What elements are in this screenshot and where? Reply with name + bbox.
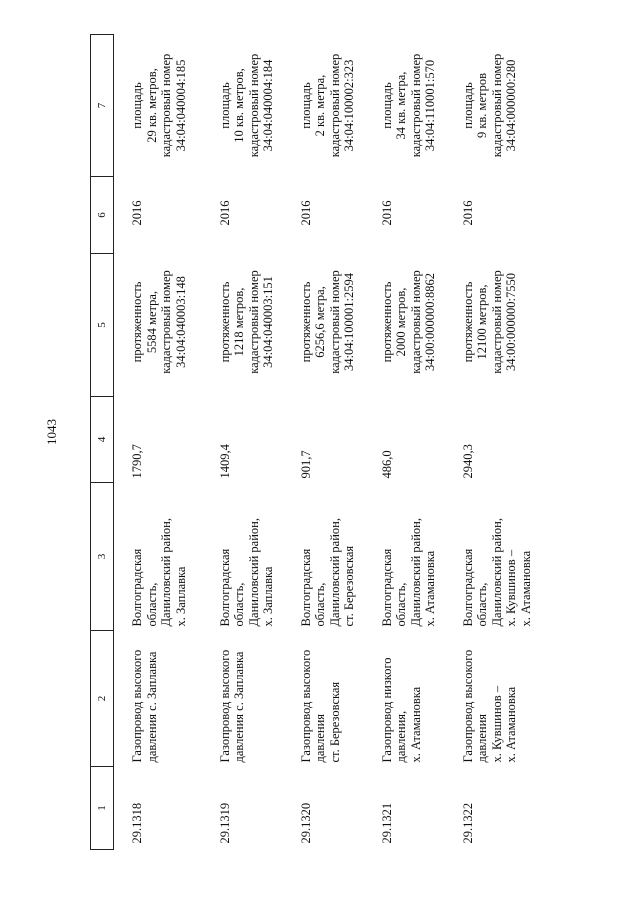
- cell-land-plot: [376, 35, 457, 177]
- cell-record-id: 29.1319: [217, 802, 232, 844]
- cell-location: [295, 483, 376, 631]
- header-col-6: 6: [91, 177, 114, 254]
- cell-value: 486,0: [379, 450, 394, 479]
- cell-line: область,: [313, 582, 327, 627]
- cell-line: протяженность: [298, 281, 313, 363]
- table-row: [376, 35, 457, 850]
- rotated-document-page: [90, 35, 550, 850]
- cell-line: 34:04:000000:280: [504, 59, 518, 152]
- cell-line: кадастровый номер: [246, 270, 261, 374]
- cell-line: Волгоградская: [460, 548, 475, 627]
- cell-line: область,: [394, 582, 408, 627]
- cell-line: 34:04:100001:2594: [342, 273, 356, 371]
- cell-line: давления с. Заплавка: [232, 651, 246, 763]
- cell-line: площадь: [298, 82, 313, 129]
- cell-line: 34:00:000000:8862: [423, 273, 437, 371]
- cell-location: [457, 483, 538, 631]
- header-col-2: 2: [91, 631, 114, 767]
- cell-line: х. Заплавка: [261, 566, 275, 627]
- cell-year: 2016: [460, 200, 475, 226]
- cell-line: Даниловский район,: [489, 518, 504, 627]
- cell-land-plot: [114, 35, 214, 177]
- table-row: [214, 35, 295, 850]
- cell-line: кадастровый номер: [159, 270, 173, 374]
- cell-year: 2016: [298, 200, 313, 226]
- page-number: 1043: [44, 419, 59, 445]
- cell-object-name: [376, 631, 457, 767]
- cell-line: 34:04:110001:570: [423, 59, 437, 152]
- cell-line: кадастровый номер: [327, 53, 342, 158]
- cell-line: 1218 метров,: [232, 287, 246, 357]
- cell-line: х. Атамановка: [518, 550, 533, 627]
- cell-line: 34:04:040004:184: [261, 59, 275, 152]
- cell-line: Газопровод высокого: [460, 649, 475, 763]
- cell-object-name: [214, 631, 295, 767]
- cell-object-name: [457, 631, 538, 767]
- cell-specifications: [295, 254, 376, 397]
- header-col-1: 1: [91, 767, 114, 850]
- cell-line: давления: [313, 713, 327, 763]
- cell-value: 1409,4: [217, 444, 232, 479]
- cell-line: Даниловский район,: [327, 518, 342, 627]
- table-row: [457, 35, 538, 850]
- cell-line: Даниловский район,: [408, 518, 423, 627]
- cell-line: 12100 метров,: [475, 284, 489, 360]
- cell-line: 34:04:040003:151: [261, 276, 275, 368]
- cell-line: кадастровый номер: [246, 53, 261, 158]
- cell-line: 10 кв. метров,: [232, 68, 246, 143]
- cell-line: х. Кувшинов –: [489, 685, 504, 763]
- cell-line: 9 кв. метров: [475, 72, 489, 139]
- cell-line: Газопровод высокого: [130, 649, 144, 763]
- cell-year: 2016: [130, 200, 144, 226]
- cell-line: х. Кувшинов –: [504, 549, 518, 627]
- cell-line: 29 кв. метров,: [144, 68, 159, 143]
- cell-specifications: [376, 254, 457, 397]
- cell-line: Газопровод низкого: [379, 657, 394, 763]
- cell-line: х. Заплавка: [173, 566, 188, 627]
- cell-line: 5584 метра,: [144, 290, 159, 354]
- header-col-7: 7: [91, 35, 114, 177]
- cell-line: область,: [232, 582, 246, 627]
- property-table: [90, 34, 538, 850]
- cell-line: область,: [144, 582, 159, 627]
- table-row: [114, 35, 214, 850]
- header-row: [91, 35, 114, 850]
- cell-line: 34:04:040004:185: [173, 59, 188, 152]
- cell-line: Газопровод высокого: [298, 649, 313, 763]
- cell-line: Волгоградская: [298, 548, 313, 627]
- cell-line: 34:04:100002:323: [342, 59, 356, 152]
- cell-location: [376, 483, 457, 631]
- cell-line: площадь: [130, 82, 144, 129]
- cell-line: кадастровый номер: [159, 53, 173, 158]
- cell-line: 2000 метров,: [394, 287, 408, 357]
- cell-line: давления: [475, 713, 489, 763]
- cell-line: площадь: [379, 82, 394, 129]
- cell-line: кадастровый номер: [489, 53, 504, 158]
- cell-value: 2940,3: [460, 444, 475, 479]
- cell-line: 34:04:040003:148: [173, 276, 188, 368]
- cell-line: Даниловский район,: [159, 518, 173, 627]
- cell-line: 6256,6 метра,: [313, 286, 327, 358]
- cell-line: х. Атамановка: [408, 686, 423, 763]
- header-col-3: 3: [91, 483, 114, 631]
- cell-line: 2 кв. метра,: [313, 74, 327, 137]
- table-header: [91, 35, 114, 850]
- cell-specifications: [114, 254, 214, 397]
- cell-line: область,: [475, 582, 489, 627]
- cell-line: кадастровый номер: [408, 270, 423, 374]
- cell-line: протяженность: [460, 281, 475, 363]
- cell-record-id: 29.1322: [460, 802, 475, 844]
- cell-line: Волгоградская: [217, 548, 232, 627]
- cell-line: площадь: [217, 82, 232, 129]
- cell-line: Даниловский район,: [246, 518, 261, 627]
- cell-line: ст. Березовская: [327, 681, 342, 763]
- cell-land-plot: [295, 35, 376, 177]
- cell-line: протяженность: [379, 281, 394, 363]
- cell-line: протяженность: [130, 281, 144, 363]
- cell-line: х. Атамановка: [504, 686, 518, 763]
- cell-value: 901,7: [298, 450, 313, 479]
- cell-line: площадь: [460, 82, 475, 129]
- header-col-5: 5: [91, 254, 114, 397]
- cell-year: 2016: [379, 200, 394, 226]
- cell-line: Волгоградская: [379, 548, 394, 627]
- cell-land-plot: [457, 35, 538, 177]
- header-col-4: 4: [91, 397, 114, 483]
- cell-specifications: [457, 254, 538, 397]
- table-row: [295, 35, 376, 850]
- cell-line: кадастровый номер: [489, 270, 504, 374]
- cell-record-id: 29.1318: [130, 802, 144, 844]
- cell-line: ст. Березовская: [342, 545, 356, 627]
- cell-object-name: [295, 631, 376, 767]
- cell-record-id: 29.1321: [379, 802, 394, 844]
- cell-line: давления с. Заплавка: [144, 651, 159, 763]
- cell-year: 2016: [217, 200, 232, 226]
- cell-specifications: [214, 254, 295, 397]
- cell-record-id: 29.1320: [298, 802, 313, 844]
- cell-land-plot: [214, 35, 295, 177]
- cell-line: 34:00:000000:7550: [504, 273, 518, 371]
- cell-line: кадастровый номер: [408, 53, 423, 158]
- table-body: [114, 35, 538, 850]
- cell-value: 1790,7: [130, 444, 144, 479]
- cell-line: протяженность: [217, 281, 232, 363]
- cell-location: [214, 483, 295, 631]
- cell-line: давления,: [394, 710, 408, 763]
- cell-line: Волгоградская: [130, 548, 144, 627]
- cell-line: кадастровый номер: [327, 270, 342, 374]
- cell-line: х. Атамановка: [423, 550, 437, 627]
- cell-location: [114, 483, 214, 631]
- cell-line: 34 кв. метра,: [394, 71, 408, 140]
- cell-object-name: [114, 631, 214, 767]
- cell-line: Газопровод высокого: [217, 649, 232, 763]
